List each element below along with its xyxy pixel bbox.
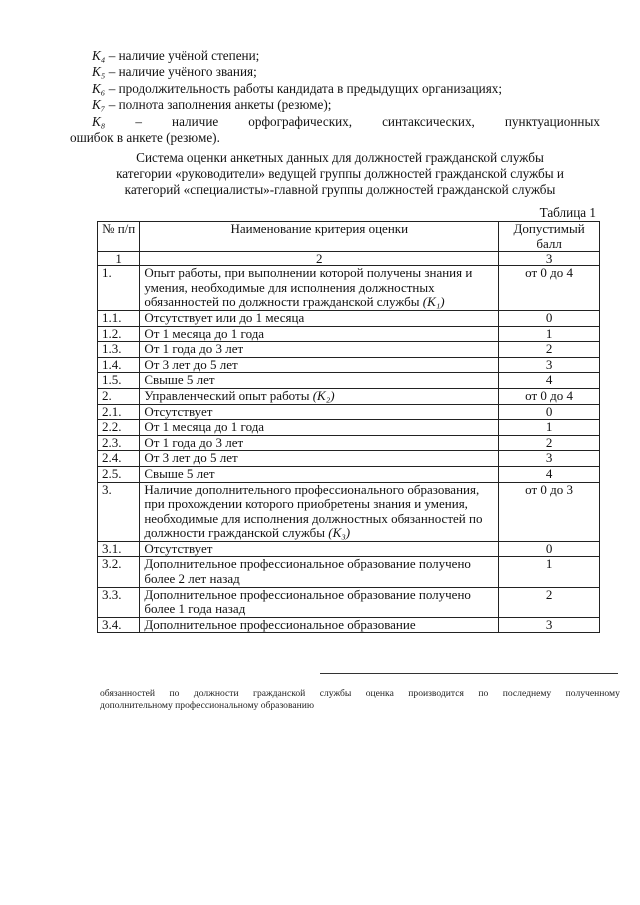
legend-k8-word: орфографических,	[248, 113, 353, 129]
table-row	[98, 466, 600, 482]
row-number: 1.2.	[98, 326, 140, 342]
row-number: 3.2.	[98, 557, 140, 587]
table-row	[98, 482, 600, 541]
index-cell: 1	[98, 252, 140, 266]
legend-k6-text: – продолжительность работы кандидата в предыдущих организациях;	[105, 80, 503, 96]
legend-k7-text: – полнота заполнения анкеты (резюме);	[105, 97, 332, 113]
row-number: 2.3.	[98, 435, 140, 451]
row-criterion	[140, 404, 499, 420]
row-score: 2	[499, 587, 600, 617]
criterion-text: Отсутствует	[144, 403, 213, 419]
row-score: 3	[499, 357, 600, 373]
criterion-text: Дополнительное профессиональное образование получено более 2 лет назад	[144, 556, 471, 587]
row-number: 1.5.	[98, 373, 140, 389]
table-row	[98, 342, 600, 358]
row-score: 0	[499, 310, 600, 326]
row-score: 1	[499, 420, 600, 436]
table-row	[98, 404, 600, 420]
section-heading	[80, 150, 600, 198]
row-score: 2	[499, 342, 600, 358]
row-number: 1.	[98, 266, 140, 311]
row-number: 1.1.	[98, 310, 140, 326]
legend-k8-continuation: ошибок в анкете (резюме).	[70, 130, 220, 146]
row-number: 3.	[98, 482, 140, 541]
header-name: Наименование критерия оценки	[140, 222, 499, 252]
legend-k8-word: наличие	[172, 113, 219, 129]
row-criterion	[140, 388, 499, 404]
criterion-text: Отсутствует или до 1 месяца	[144, 309, 305, 325]
footnote-word: обязанностей	[100, 688, 156, 699]
footnote-word: должности	[193, 688, 239, 699]
row-number: 2.4.	[98, 451, 140, 467]
legend-k8-word: синтаксических,	[382, 113, 475, 129]
footnote-line: дополнительному профессиональному образованию	[100, 700, 315, 711]
table-row	[98, 420, 600, 436]
criterion-text: Наличие дополнительного профессионального образования, при прохождении которого приобретены знания и умения, необходимые для исполнения должностных обязанностей по должности гражданской службы	[144, 481, 483, 541]
row-criterion	[140, 435, 499, 451]
index-cell: 2	[140, 252, 499, 266]
legend-k4-text: – наличие учёной степени;	[105, 48, 260, 63]
criterion-text: От 1 года до 3 лет	[144, 434, 244, 450]
criteria-table	[97, 221, 600, 633]
row-criterion	[140, 357, 499, 373]
criterion-text: От 1 месяца до 1 года	[144, 419, 265, 435]
footnote-divider	[320, 673, 618, 674]
criterion-coefficient: (K₁)	[422, 294, 445, 310]
row-criterion	[140, 326, 499, 342]
row-score: от 0 до 4	[499, 266, 600, 311]
criterion-text: От 3 лет до 5 лет	[144, 356, 238, 372]
table-row	[98, 541, 600, 557]
legend-k8-symbol: K₈	[92, 113, 106, 129]
legend-k6-symbol: K₆	[92, 80, 106, 96]
footnote-word: по	[478, 688, 489, 699]
criterion-text: Опыт работы, при выполнении которой получены знания и умения, необходимые для исполнения должностных обязанностей по должности гражданской службы	[144, 265, 473, 310]
row-number: 2.5.	[98, 466, 140, 482]
criterion-text: Дополнительное профессиональное образование получено более 1 года назад	[144, 586, 471, 617]
row-number: 2.	[98, 388, 140, 404]
legend-k8	[92, 114, 600, 130]
row-criterion	[140, 310, 499, 326]
criterion-coefficient: (K₃)	[328, 525, 351, 541]
footnote-word: последнему	[502, 688, 552, 699]
criterion-text: От 1 месяца до 1 года	[144, 325, 265, 341]
criterion-text: От 3 лет до 5 лет	[144, 450, 238, 466]
heading-line: категории «руководители» ведущей группы должностей гражданской службы и	[116, 166, 564, 181]
row-score: 0	[499, 404, 600, 420]
legend-k8-word: –	[135, 113, 142, 129]
legend-k7-symbol: K₇	[92, 97, 106, 113]
footnote-word: по	[169, 688, 180, 699]
row-score: от 0 до 4	[499, 388, 600, 404]
row-score: 2	[499, 435, 600, 451]
criterion-text: Дополнительное профессиональное образование	[144, 616, 416, 632]
table-index-row	[98, 252, 600, 266]
legend-k5-text: – наличие учёного звания;	[105, 64, 257, 80]
row-number: 1.4.	[98, 357, 140, 373]
footnote-word: оценка	[365, 688, 394, 699]
legend-k6	[92, 81, 600, 97]
row-criterion	[140, 541, 499, 557]
row-score: 3	[499, 451, 600, 467]
row-number: 3.1.	[98, 541, 140, 557]
legend-k4-symbol: K₄	[92, 48, 106, 63]
legend-k4	[92, 48, 600, 64]
row-criterion	[140, 342, 499, 358]
table-row	[98, 587, 600, 617]
row-number: 1.3.	[98, 342, 140, 358]
heading-line: Система оценки анкетных данных для должностей гражданской службы	[136, 150, 544, 165]
row-criterion	[140, 482, 499, 541]
criterion-text: От 1 года до 3 лет	[144, 341, 244, 357]
table-row	[98, 557, 600, 587]
criterion-text: Управленческий опыт работы	[144, 387, 310, 403]
row-score: 4	[499, 373, 600, 389]
table-row	[98, 373, 600, 389]
row-criterion	[140, 587, 499, 617]
table-row	[98, 617, 600, 633]
table-row	[98, 388, 600, 404]
row-criterion	[140, 617, 499, 633]
criterion-text: Свыше 5 лет	[144, 465, 215, 481]
table-caption: Таблица 1	[539, 205, 596, 220]
row-score: 4	[499, 466, 600, 482]
heading-line: категорий «специалисты»-главной группы должностей гражданской службы	[124, 182, 556, 197]
row-number: 3.3.	[98, 587, 140, 617]
row-criterion	[140, 466, 499, 482]
header-num: № п/п	[98, 222, 140, 252]
row-criterion	[140, 557, 499, 587]
row-score: от 0 до 3	[499, 482, 600, 541]
criteria-legend	[70, 48, 600, 146]
row-criterion	[140, 451, 499, 467]
row-number: 2.2.	[98, 420, 140, 436]
criterion-text: Отсутствует	[144, 540, 213, 556]
row-criterion	[140, 266, 499, 311]
legend-k5-symbol: K₅	[92, 64, 106, 80]
footnote-word: полученному	[565, 688, 620, 699]
legend-k5	[92, 64, 600, 80]
row-score: 1	[499, 557, 600, 587]
criterion-text: Свыше 5 лет	[144, 372, 215, 388]
footnote-word: производится	[408, 688, 464, 699]
row-number: 3.4.	[98, 617, 140, 633]
row-score: 1	[499, 326, 600, 342]
table-row	[98, 310, 600, 326]
footnote-word: гражданской	[253, 688, 306, 699]
table-row	[98, 357, 600, 373]
row-criterion	[140, 420, 499, 436]
criterion-coefficient: (K₂)	[312, 387, 335, 403]
table-row	[98, 451, 600, 467]
row-score: 0	[499, 541, 600, 557]
index-cell: 3	[499, 252, 600, 266]
row-number: 2.1.	[98, 404, 140, 420]
table-row	[98, 435, 600, 451]
legend-k8-word: пунктуационных	[504, 113, 600, 129]
legend-k7	[92, 97, 600, 113]
row-criterion	[140, 373, 499, 389]
table-row	[98, 326, 600, 342]
table-header-row	[98, 222, 600, 252]
footnote-line	[100, 688, 620, 700]
row-score: 3	[499, 617, 600, 633]
header-score: Допустимый балл	[499, 222, 600, 252]
table-row	[98, 266, 600, 311]
footnote-word: службы	[319, 688, 352, 699]
footnote	[100, 688, 620, 712]
